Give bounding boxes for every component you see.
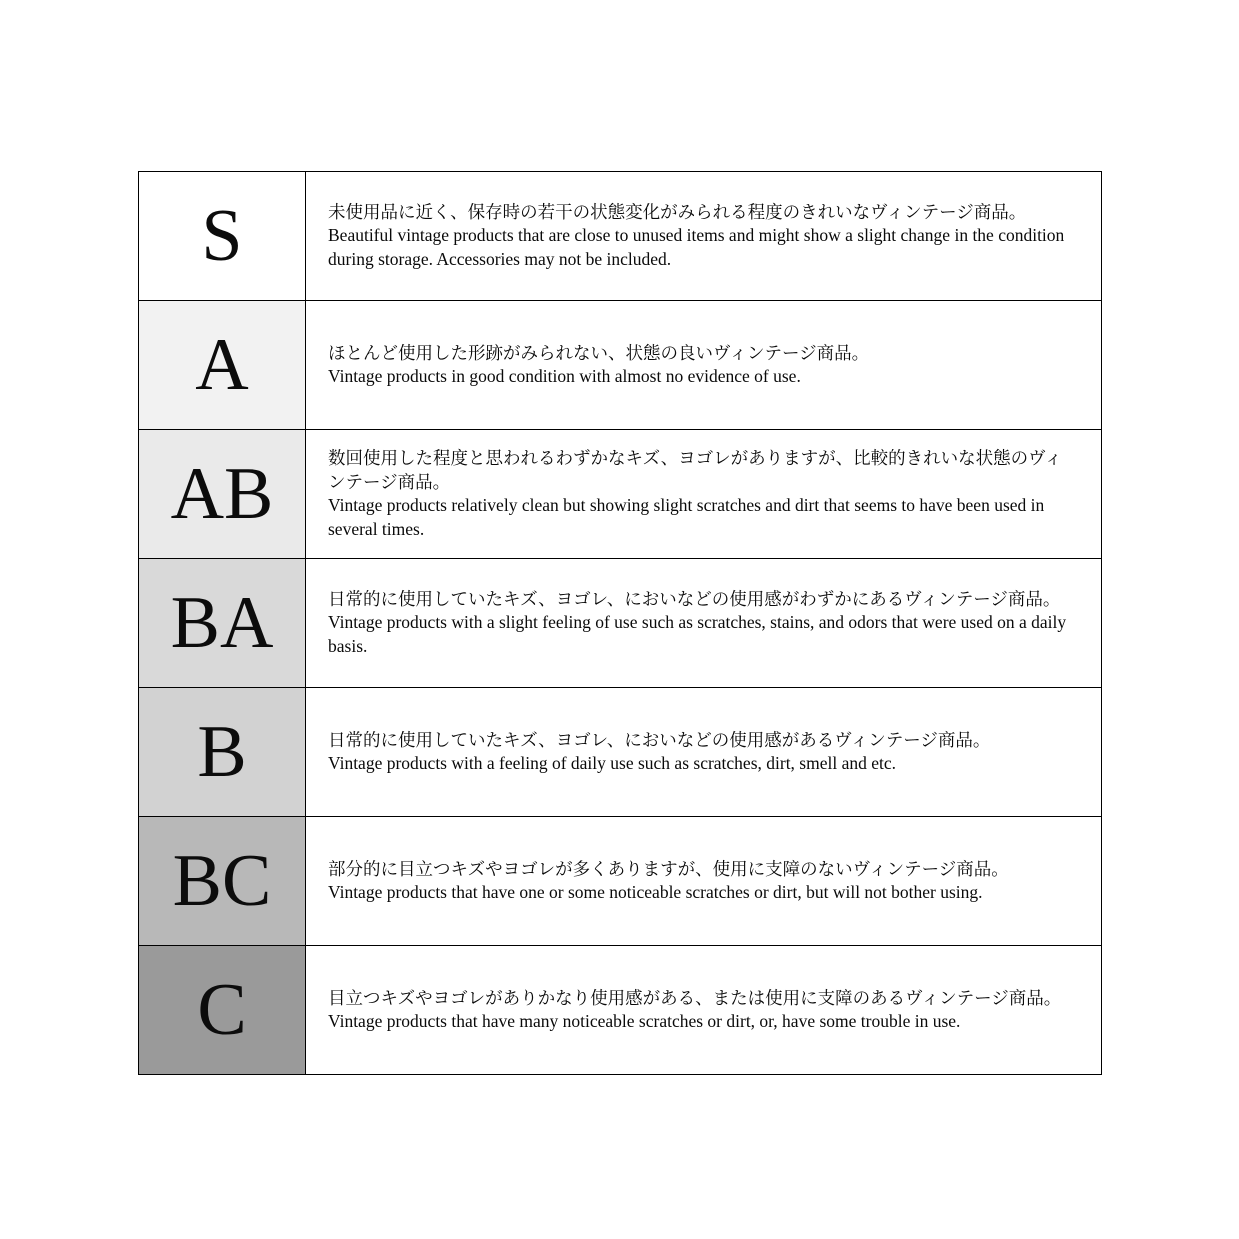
grade-label-s: S — [139, 172, 306, 301]
table-row-a — [139, 301, 1102, 430]
table-row-ba — [139, 559, 1102, 688]
table-row-b — [139, 688, 1102, 817]
description-cell-b — [306, 688, 1102, 817]
description-english: Vintage products with a slight feeling of use such as scratches, stains, and odors that were used on a daily basis. — [328, 612, 1067, 656]
description-cell-bc — [306, 817, 1102, 946]
grade-label-ba: BA — [139, 559, 306, 688]
description-japanese: 部分的に目立つキズやヨゴレが多くありますが、使用に支障のないヴィンテージ商品。 — [328, 858, 1009, 879]
table-row-bc — [139, 817, 1102, 946]
description-japanese: ほとんど使用した形跡がみられない、状態の良いヴィンテージ商品。 — [328, 342, 870, 363]
grade-label-a: A — [139, 301, 306, 430]
description-english: Vintage products that have one or some noticeable scratches or dirt, but will not bother using. — [328, 882, 983, 902]
description-cell-ab — [306, 430, 1102, 559]
table-row-c — [139, 946, 1102, 1075]
grade-table-container — [138, 171, 1102, 1075]
table-row-ab — [139, 430, 1102, 559]
description-cell-s — [306, 172, 1102, 301]
grade-label-ab: AB — [139, 430, 306, 559]
condition-grade-table — [138, 171, 1102, 1075]
grade-label-b: B — [139, 688, 306, 817]
description-japanese: 日常的に使用していたキズ、ヨゴレ、においなどの使用感があるヴィンテージ商品。 — [328, 729, 991, 750]
grade-label-c: C — [139, 946, 306, 1075]
description-english: Vintage products in good condition with almost no evidence of use. — [328, 366, 801, 386]
description-cell-a — [306, 301, 1102, 430]
table-row-s — [139, 172, 1102, 301]
description-japanese: 数回使用した程度と思われるわずかなキズ、ヨゴレがありますが、比較的きれいな状態のヴィンテージ商品。 — [328, 448, 1063, 492]
description-japanese: 未使用品に近く、保存時の若干の状態変化がみられる程度のきれいなヴィンテージ商品。 — [328, 201, 1027, 222]
description-japanese: 日常的に使用していたキズ、ヨゴレ、においなどの使用感がわずかにあるヴィンテージ商品。 — [328, 588, 1061, 609]
description-cell-c — [306, 946, 1102, 1075]
description-english: Vintage products that have many noticeable scratches or dirt, or, have some trouble in use. — [328, 1011, 961, 1031]
description-japanese: 目立つキズやヨゴレがありかなり使用感がある、または使用に支障のあるヴィンテージ商品。 — [328, 987, 1062, 1008]
description-english: Vintage products relatively clean but showing slight scratches and dirt that seems to have been used in several times. — [328, 495, 1045, 539]
grade-label-bc: BC — [139, 817, 306, 946]
description-cell-ba — [306, 559, 1102, 688]
description-english: Vintage products with a feeling of daily use such as scratches, dirt, smell and etc. — [328, 753, 897, 773]
description-english: Beautiful vintage products that are close to unused items and might show a slight change in the condition during storage. Accessories may not be included. — [328, 225, 1065, 269]
